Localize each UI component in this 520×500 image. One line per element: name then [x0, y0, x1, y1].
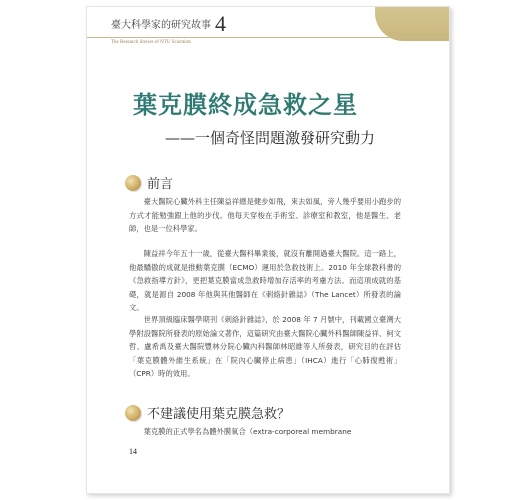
chapter-number: 4 — [215, 11, 226, 36]
running-header-title: 臺大科學家的研究故事 — [111, 20, 211, 31]
article-subtitle: ——一個奇怪問題激發研究動力 — [165, 129, 376, 147]
running-header-subtitle: The Research Stories of NTU Scientists — [111, 40, 191, 45]
document-page — [86, 6, 450, 494]
header-corner-decoration — [375, 7, 449, 41]
paragraph: 陳益祥今年五十一歲，從臺大醫科畢業後，就沒有離開過臺大醫院。這一路上，他最驕傲的成就是推動葉克膜（ECMO）運用於急救技術上。2010 年全球教科書的《急救指導方針》，更把葉克膜當成急救時增加存活率的考慮方法。而這項成就的基礎，就是源自 2008 年他與其他醫師在《刺絡針雜誌》（The Lancet）所發表的論文。 — [129, 249, 401, 312]
section-heading-intro — [125, 173, 173, 192]
page-number: 14 — [129, 447, 137, 456]
section-heading-ecmo — [125, 403, 290, 422]
paragraph: 世界頂級臨床醫學期刊《刺絡針雜誌》，於 2008 年 7 月號中，刊載國立臺灣大學附設醫院所發表的原始論文著作，這篇研究由臺大醫院心臟外科醫師陳益祥、柯文哲、盧希禹及臺大醫院豐林分院心臟內科醫師林昭維等人所發表，研究目的在評估「葉克膜體外維生系統」在「院內心臟停止病患」（IHCA）進行「心肺復甦術」（CPR）時的效用。 — [129, 315, 401, 378]
bullet-ball-icon — [125, 175, 141, 191]
paragraph: 葉克膜的正式學名為體外膜氧合（extra-corporeal membrane — [143, 427, 352, 436]
header-divider — [87, 37, 449, 38]
bullet-ball-icon — [125, 405, 141, 421]
section-heading-label: 前言 — [147, 177, 174, 192]
section-heading-label: 不建議使用葉克膜急救？ — [147, 407, 291, 422]
article-title: 葉克膜終成急救之星 — [133, 91, 358, 119]
paragraph: 臺大醫院心臟外科主任陳益祥總是健步如飛，來去如風，旁人幾乎要用小跑步的方式才能勉強跟上他的步伐。他每天穿梭在手術室、診療室和教室，他是醫生、老師，也是一位科學家。 — [129, 197, 401, 233]
